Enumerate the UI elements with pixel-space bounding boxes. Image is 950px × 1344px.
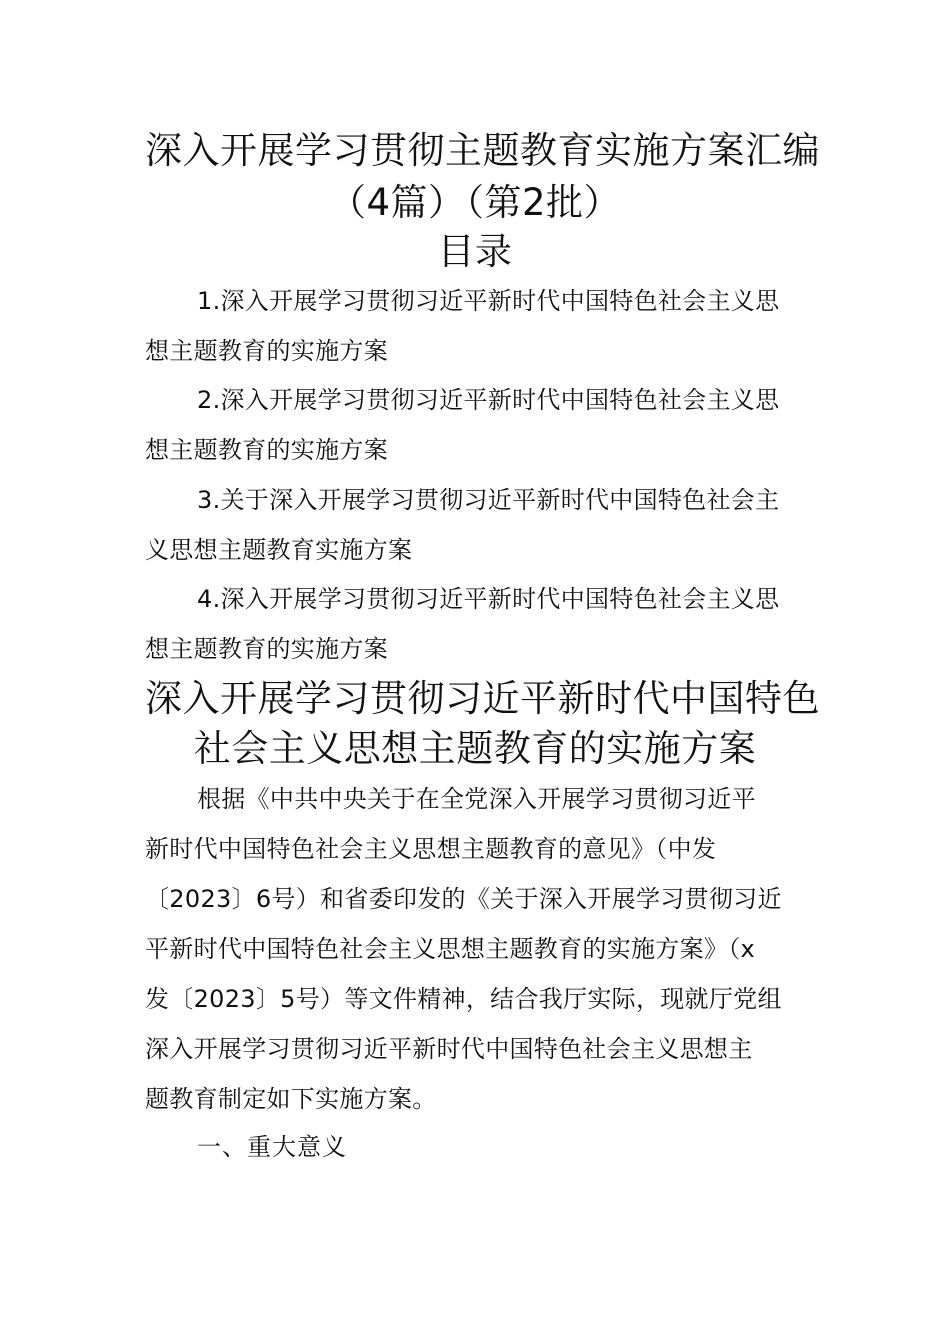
body-paragraph [145, 774, 810, 1124]
toc-item-3 [145, 475, 810, 575]
body-line-6: 深入开展学习贯彻习近平新时代中国特色社会主义思想主 [145, 1035, 753, 1063]
toc-item-3-line-2: 义思想主题教育实施方案 [145, 536, 413, 564]
body-line-5: 发〔2023〕5号）等文件精神，结合我厅实际，现就厅党组 [145, 985, 782, 1013]
section-title-line-1: 深入开展学习贯彻习近平新时代中国特色 [145, 677, 820, 720]
toc-item-1 [145, 276, 810, 376]
section-title-line-2: 社会主义思想主题教育的实施方案 [193, 727, 757, 770]
toc-item-4-line-2: 想主题教育的实施方案 [145, 635, 388, 663]
toc-item-4 [145, 574, 810, 674]
toc-item-4-line-1: 4.深入开展学习贯彻习近平新时代中国特色社会主义思 [197, 585, 780, 613]
toc-item-1-line-1: 1.深入开展学习贯彻习近平新时代中国特色社会主义思 [197, 287, 780, 315]
toc-item-2-line-2: 想主题教育的实施方案 [145, 436, 388, 464]
body-line-3: 〔2023〕6号）和省委印发的《关于深入开展学习贯彻习近 [145, 885, 782, 913]
toc-item-2-line-1: 2.深入开展学习贯彻习近平新时代中国特色社会主义思 [197, 386, 780, 414]
body-line-4: 平新时代中国特色社会主义思想主题教育的实施方案》（x [145, 935, 756, 963]
toc-item-2 [145, 375, 810, 475]
section-heading-1: 一、重大意义 [197, 1133, 347, 1161]
toc-item-3-line-1: 3.关于深入开展学习贯彻习近平新时代中国特色社会主 [197, 486, 780, 514]
body-line-7: 题教育制定如下实施方案。 [145, 1085, 437, 1113]
document-title-line-1: 深入开展学习贯彻主题教育实施方案汇编 [145, 129, 820, 172]
toc-title: 目录 [437, 230, 513, 273]
body-line-2: 新时代中国特色社会主义思想主题教育的意见》（中发 [145, 835, 717, 863]
toc-item-1-line-2: 想主题教育的实施方案 [145, 337, 388, 365]
body-line-1: 根据《中共中央关于在全党深入开展学习贯彻习近平 [197, 785, 756, 813]
document-title-line-2: （4篇）（第2批） [328, 181, 622, 224]
